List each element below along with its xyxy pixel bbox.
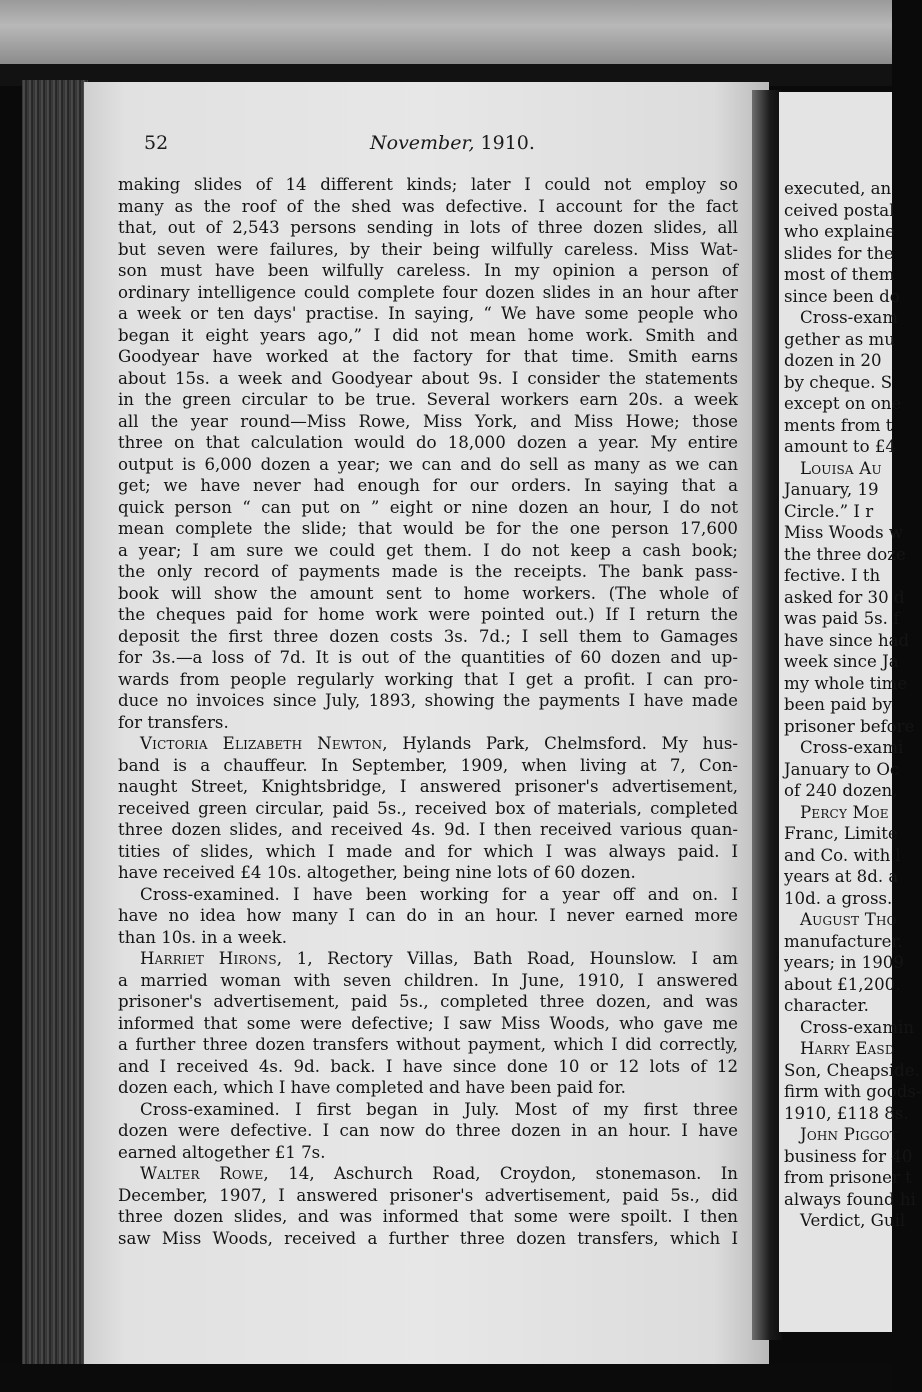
text-line xyxy=(784,1210,904,1232)
text-line xyxy=(784,587,904,609)
text-line xyxy=(784,415,904,437)
line-text: a further three dozen transfers without payment, which I did correctly, xyxy=(118,1035,738,1054)
line-text: 1, Rectory Villas, Bath Road, Hounslow. I am xyxy=(282,949,738,968)
line-text: quick person “ can put on ” eight or nine dozen an hour, I do not xyxy=(118,497,738,517)
text-line xyxy=(784,995,904,1017)
line-text: three on that calculation would do 18,000 dozen a year. My entire xyxy=(118,433,738,452)
line-text: except on one xyxy=(784,394,902,413)
line-text: from prisoner t xyxy=(784,1168,912,1187)
text-line xyxy=(784,931,904,953)
text-line xyxy=(784,522,904,544)
line-text: get; we have never had enough for our orders. In saying that a xyxy=(118,476,738,495)
text-line xyxy=(784,372,904,394)
line-text: naught Street, Knightsbridge, I answered prisoner's advertisement, xyxy=(118,777,738,796)
text-line xyxy=(784,952,904,974)
book-gutter xyxy=(752,90,782,1340)
text-line xyxy=(118,1228,738,1250)
text-line xyxy=(118,454,738,476)
line-text: Cross-exam xyxy=(800,308,899,327)
text-line xyxy=(784,823,904,845)
text-line xyxy=(784,393,904,415)
text-line xyxy=(784,1167,912,1189)
text-line xyxy=(784,1103,909,1125)
running-head-year: 1910. xyxy=(480,132,535,154)
line-text: most of them xyxy=(784,265,895,284)
text-line xyxy=(784,888,904,910)
text-line xyxy=(118,1034,738,1056)
text-line xyxy=(784,1146,913,1168)
text-line xyxy=(784,243,904,265)
line-text: Verdict, Guil xyxy=(800,1211,906,1230)
witness-name: John Piggot xyxy=(800,1125,898,1144)
text-line xyxy=(118,540,738,562)
line-text: dozen in 20 xyxy=(784,351,882,370)
text-line xyxy=(784,737,904,759)
line-text: dozen were defective. I can now do three dozen in an hour. I have xyxy=(118,1121,738,1140)
witness-name: Harry Easd xyxy=(800,1039,895,1058)
text-line xyxy=(118,325,738,347)
line-text: making slides of 14 different kinds; later I could not employ so xyxy=(118,175,738,194)
text-line xyxy=(118,905,738,927)
text-line xyxy=(118,604,738,626)
text-line xyxy=(118,798,738,820)
line-text: Cross-examined. I have been working for a year off and on. I xyxy=(140,884,738,904)
line-text: have no idea how many I can do in an hour. I never earned more xyxy=(118,906,738,925)
line-text: informed that some were defective; I saw Miss Woods, who gave me xyxy=(118,1013,738,1033)
text-line xyxy=(118,217,738,239)
text-line xyxy=(118,1185,738,1207)
text-line xyxy=(118,497,738,519)
text-line xyxy=(118,1206,738,1228)
line-text: have since had xyxy=(784,630,910,650)
text-line xyxy=(118,819,738,841)
line-text: dozen each, which I have completed and have been paid for. xyxy=(118,1078,626,1097)
line-text: 10d. a gross. xyxy=(784,888,893,908)
text-line xyxy=(118,991,738,1013)
text-line xyxy=(118,411,738,433)
text-line xyxy=(118,970,738,992)
text-line xyxy=(784,221,904,243)
text-line xyxy=(784,608,904,630)
line-text: Cross-examin xyxy=(800,1017,915,1037)
line-text: December, 1907, I answered prisoner's advertisement, paid 5s., did xyxy=(118,1185,738,1205)
text-line xyxy=(118,1099,738,1121)
text-line xyxy=(118,1056,738,1078)
text-line xyxy=(118,755,738,777)
text-line xyxy=(784,974,904,996)
line-text: Cross-examined. I first began in July. Most of my first three xyxy=(140,1099,738,1119)
text-line xyxy=(118,282,738,304)
line-text: who explaine xyxy=(784,222,895,241)
line-text: earned altogether £1 7s. xyxy=(118,1142,326,1162)
text-line xyxy=(784,307,904,329)
line-text: have received £4 10s. altogether, being nine lots of 60 dozen. xyxy=(118,863,636,882)
text-line xyxy=(118,948,738,970)
line-text: a married woman with seven children. In June, 1910, I answered xyxy=(118,970,738,990)
line-text: received green circular, paid 5s., received box of materials, completed xyxy=(118,798,738,818)
text-line xyxy=(118,303,738,325)
left-page-body-text xyxy=(118,174,738,1249)
witness-name: Harriet Hirons, xyxy=(140,949,283,968)
text-line xyxy=(784,866,904,888)
line-text: about 15s. a week and Goodyear about 9s. I consider the statements xyxy=(118,368,738,388)
text-line xyxy=(784,544,904,566)
line-text: but seven were failures, by their being wilfully careless. Miss Wat- xyxy=(118,239,738,259)
line-text: always found hi xyxy=(784,1189,916,1209)
line-text: many as the roof of the shed was defective. I account for the fact xyxy=(118,196,738,216)
text-line xyxy=(784,350,904,372)
scanner-background-top xyxy=(0,0,892,64)
line-text: the cheques paid for home work were pointed out.) If I return the xyxy=(118,605,738,624)
line-text: for 3s.—a loss of 7d. It is out of the quantities of 60 dozen and up- xyxy=(118,648,738,667)
text-line xyxy=(784,845,904,867)
line-text: a year; I am sure we could get them. I do not keep a cash book; xyxy=(118,540,738,560)
line-text: and Co. with l xyxy=(784,845,901,865)
line-text: fective. I th xyxy=(784,566,881,585)
text-line xyxy=(784,1038,904,1060)
text-line xyxy=(784,329,904,351)
line-text: Hylands Park, Chelmsford. My hus- xyxy=(387,734,739,753)
line-text: been paid by xyxy=(784,695,892,714)
text-line xyxy=(784,264,904,286)
text-line xyxy=(784,1189,916,1211)
line-text: wards from people regularly working that I get a profit. I can pro- xyxy=(118,669,738,689)
line-text: than 10s. in a week. xyxy=(118,927,288,947)
text-line xyxy=(118,626,738,648)
text-line xyxy=(784,436,904,458)
text-line xyxy=(118,518,738,540)
line-text: of 240 dozen, xyxy=(784,781,898,800)
line-text: ments from t xyxy=(784,415,893,435)
text-line xyxy=(118,432,738,454)
line-text: output is 6,000 dozen a year; we can and do sell as many as we can xyxy=(118,454,738,474)
line-text: January, 19 xyxy=(784,480,879,499)
line-text: about £1,200. xyxy=(784,974,901,994)
line-text: band is a chauffeur. In September, 1909, when living at 7, Con- xyxy=(118,755,738,775)
line-text: three dozen slides, and received 4s. 9d. I then received various quan- xyxy=(118,820,738,839)
text-line xyxy=(784,286,904,308)
line-text: was paid 5s. f xyxy=(784,609,900,628)
line-text: since been do xyxy=(784,286,900,306)
line-text: 1910, £118 8s. xyxy=(784,1103,909,1123)
line-text: January to Oc xyxy=(784,759,900,779)
text-line xyxy=(118,884,738,906)
line-text: for transfers. xyxy=(118,712,229,732)
line-text: in the green circular to be true. Several workers earn 20s. a week xyxy=(118,390,738,409)
line-text: Goodyear have worked at the factory for that time. Smith earns xyxy=(118,347,738,366)
text-line xyxy=(118,1013,738,1035)
witness-name: Percy Moe xyxy=(800,802,889,822)
text-line xyxy=(118,346,738,368)
line-text: business for 40 xyxy=(784,1146,913,1166)
line-text: asked for 30 d xyxy=(784,587,905,607)
line-text: my whole time xyxy=(784,673,908,693)
scanner-background-bottom xyxy=(0,1364,892,1392)
text-line xyxy=(784,909,904,931)
text-line xyxy=(784,479,904,501)
text-line xyxy=(784,565,904,587)
text-line xyxy=(784,1017,915,1039)
witness-name: Victoria Elizabeth Newton, xyxy=(140,734,388,753)
line-text: mean complete the slide; that would be for the one person 17,600 xyxy=(118,519,738,538)
running-head-month: November, xyxy=(370,132,475,154)
line-text: Son, Cheapside. xyxy=(784,1060,920,1080)
line-text: prisoner before xyxy=(784,716,915,736)
text-line xyxy=(784,716,915,738)
line-text: tities of slides, which I made and for which I was always paid. I xyxy=(118,841,738,861)
text-line xyxy=(118,196,738,218)
line-text: and I received 4s. 9d. back. I have since done 10 or 12 lots of 12 xyxy=(118,1056,738,1076)
line-text: three dozen slides, and was informed that some were spoilt. I then xyxy=(118,1207,738,1226)
running-head-date xyxy=(370,132,535,154)
line-text: deposit the first three dozen costs 3s. 7d.; I sell them to Gamages xyxy=(118,626,738,646)
text-line xyxy=(784,200,904,222)
text-line xyxy=(118,862,738,884)
text-line xyxy=(118,389,738,411)
right-page-partial xyxy=(779,92,922,1332)
text-line xyxy=(118,239,738,261)
line-text: saw Miss Woods, received a further three dozen transfers, which I xyxy=(118,1228,738,1248)
line-text: gether as mu xyxy=(784,329,895,349)
line-text: ceived postal xyxy=(784,200,895,220)
text-line xyxy=(784,1081,922,1103)
text-line xyxy=(784,759,904,781)
line-text: duce no invoices since July, 1893, showing the payments I have made xyxy=(118,691,738,710)
text-line xyxy=(784,1124,904,1146)
line-text: manufacturer. xyxy=(784,931,903,951)
line-text: years; in 1909 xyxy=(784,953,904,972)
text-line xyxy=(118,841,738,863)
line-text: by cheque. S xyxy=(784,372,893,392)
line-text: firm with goods- xyxy=(784,1082,922,1101)
line-text: executed, an xyxy=(784,179,892,198)
left-page xyxy=(84,82,769,1364)
line-text: Circle.” I r xyxy=(784,501,874,521)
text-line xyxy=(118,927,738,949)
line-text: slides for the xyxy=(784,243,894,263)
text-line xyxy=(118,561,738,583)
text-line xyxy=(118,1077,738,1099)
line-text: son must have been wilfully careless. In my opinion a person of xyxy=(118,261,738,280)
line-text: Franc, Limite xyxy=(784,824,898,843)
book-page-edges xyxy=(22,80,88,1365)
line-text: Cross-exami xyxy=(800,738,904,757)
right-page-body-text xyxy=(784,178,922,1232)
line-text: years at 8d. a xyxy=(784,867,899,886)
line-text: the only record of payments made is the receipts. The bank pass- xyxy=(118,562,738,581)
line-text: began it eight years ago,” I did not mean home work. Smith and xyxy=(118,325,738,345)
text-line xyxy=(118,174,738,196)
line-text: Miss Woods w xyxy=(784,523,904,542)
text-line xyxy=(118,776,738,798)
witness-name: August Tho xyxy=(800,910,897,929)
text-line xyxy=(118,690,738,712)
witness-name: Louisa Au xyxy=(800,458,882,478)
line-text: prisoner's advertisement, paid 5s., completed three dozen, and was xyxy=(118,992,738,1011)
line-text: 14, Aschurch Road, Croydon, stonemason. In xyxy=(268,1164,738,1183)
text-line xyxy=(784,651,904,673)
witness-name: Walter Rowe, xyxy=(140,1164,269,1183)
line-text: character. xyxy=(784,996,869,1015)
line-text: the three doze xyxy=(784,544,906,564)
text-line xyxy=(118,475,738,497)
text-line xyxy=(118,368,738,390)
running-head xyxy=(144,132,724,158)
text-line xyxy=(118,583,738,605)
text-line xyxy=(118,712,738,734)
text-line xyxy=(784,501,904,523)
text-line xyxy=(784,1060,920,1082)
text-line xyxy=(784,780,904,802)
text-line xyxy=(784,694,904,716)
text-line xyxy=(784,630,910,652)
line-text: that, out of 2,543 persons sending in lots of three dozen slides, all xyxy=(118,218,738,237)
text-line xyxy=(118,733,738,755)
line-text: all the year round—Miss Rowe, Miss York, and Miss Howe; those xyxy=(118,411,738,431)
text-line xyxy=(784,802,904,824)
text-line xyxy=(784,458,904,480)
text-line xyxy=(784,178,904,200)
line-text: ordinary intelligence could complete four dozen slides in an hour after xyxy=(118,282,738,302)
page-number: 52 xyxy=(144,132,169,154)
text-line xyxy=(118,1163,738,1185)
text-line xyxy=(118,669,738,691)
line-text: a week or ten days' practise. In saying, “ We have some people who xyxy=(118,304,738,323)
text-line xyxy=(118,260,738,282)
text-line xyxy=(118,647,738,669)
text-line xyxy=(118,1142,738,1164)
text-line xyxy=(118,1120,738,1142)
line-text: week since Ja xyxy=(784,652,899,671)
text-line xyxy=(784,673,908,695)
line-text: book will show the amount sent to home workers. (The whole of xyxy=(118,583,738,603)
line-text: amount to £4 xyxy=(784,437,896,456)
